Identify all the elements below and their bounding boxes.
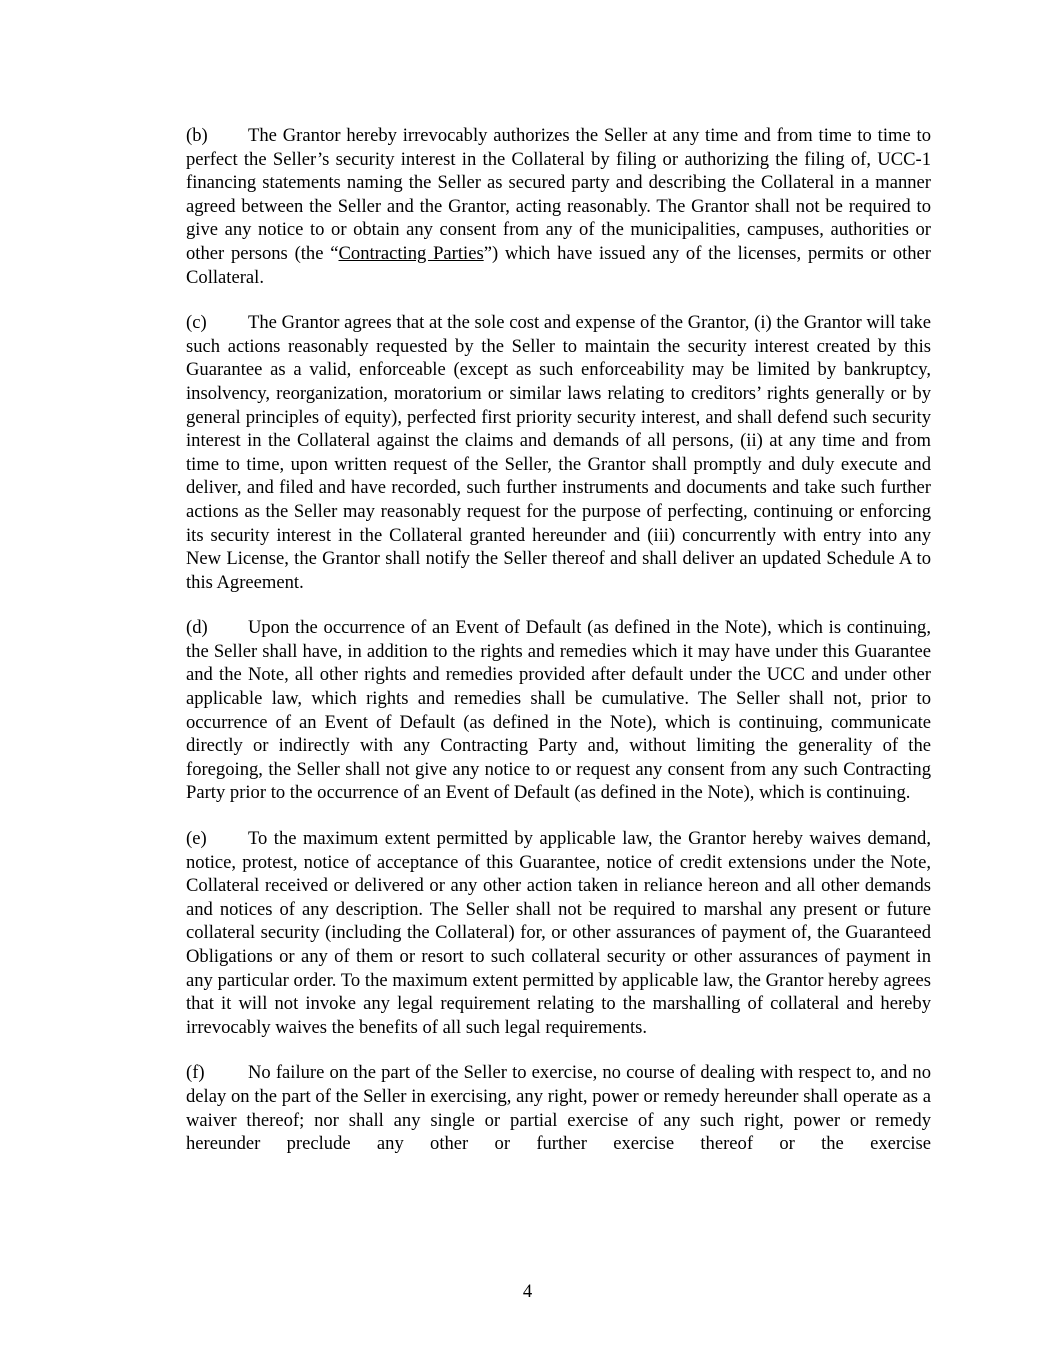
- paragraph-label: (f): [186, 1062, 205, 1084]
- paragraph-text: ”) which have issued any of the licenses, permits or other Collateral.: [186, 242, 931, 288]
- paragraph-text: The Grantor hereby irrevocably authorizes the Seller at any time and from time to time to perfect the Seller’s security interest in the Collateral by filing or authorizing the filing of, UCC-1 financing statements naming the Seller as secured party and describing the Collateral in a manner agreed between the Seller and the Grantor, acting reasonably. The Grantor shall not be required to give any notice to or obtain any consent from any of the municipalities, campuses, authorities or other persons (the “: [186, 125, 931, 264]
- paragraph-text: Upon the occurrence of an Event of Default (as defined in the Note), which is continuing, the Seller shall have, in addition to the rights and remedies which it may have under this Guarantee and the Note, all other rights and remedies provided after default under the UCC and under other applicable law, which rights and remedies shall be cumulative. The Seller shall not, prior to occurrence of an Event of Default (as defined in the Note), which is continuing, communicate directly or indirectly with any Contracting Party and, without limiting the generality of the foregoing, the Seller shall not give any notice to or request any consent from any such Contracting Party prior to the occurrence of an Event of Default (as defined in the Note), which is continuing.: [186, 617, 931, 804]
- paragraph-label: (e): [186, 828, 207, 850]
- paragraph-label: (c): [186, 312, 207, 334]
- paragraph-label: (d): [186, 617, 208, 639]
- paragraph-text: To the maximum extent permitted by applicable law, the Grantor hereby waives demand, notice, protest, notice of acceptance of this Guarantee, notice of credit extensions under the Note, Collateral received or delivered or any other action taken in reliance hereon and all other demands and notices of any description. The Seller shall not be required to marshal any present or future collateral security (including the Collateral) for, or other assurances of payment of, the Guaranteed Obligations or any of them or resort to such collateral security or other assurances of payment in any particular order. To the maximum extent permitted by applicable law, the Grantor hereby agrees that it will not invoke any legal requirement relating to the marshalling of collateral and hereby irrevocably waives the benefits of all such legal requirements.: [186, 828, 931, 1038]
- paragraph-f: [186, 1061, 931, 1155]
- paragraph-text: The Grantor agrees that at the sole cost and expense of the Grantor, (i) the Grantor will take such actions reasonably requested by the Seller to maintain the security interest created by this Guarantee as a valid, enforceable (except as such enforceability may be limited by bankruptcy, insolvency, reorganization, moratorium or similar laws relating to creditors’ rights generally or by general principles of equity), perfected first priority security interest, and shall defend such security interest in the Collateral against the claims and demands of all persons, (ii) at any time and from time to time, upon written request of the Seller, the Grantor shall promptly and duly execute and deliver, and filed and have recorded, such further instruments and documents and take such further actions as the Seller may reasonably request for the purpose of perfecting, continuing or enforcing its security interest in the Collateral granted hereunder and (iii) concurrently with entry into any New License, the Grantor shall notify the Seller thereof and shall deliver an updated Schedule A to this Agreement.: [186, 312, 931, 593]
- paragraph-c: [186, 311, 931, 594]
- document-body: [186, 124, 931, 1178]
- paragraph-label: (b): [186, 125, 208, 146]
- page-number: 4: [522, 1281, 533, 1302]
- paragraph-e: [186, 827, 931, 1039]
- paragraph-b: [186, 124, 931, 289]
- paragraph-text: No failure on the part of the Seller to exercise, no course of dealing with respect to, and no delay on the part of the Seller in exercising, any right, power or remedy hereunder shall operate as a waiver thereof; nor shall any single or partial exercise of any such right, power or remedy hereunder preclude any other or further exercise thereof or the exercise: [186, 1062, 931, 1155]
- defined-term-contracting-parties: Contracting Parties: [338, 242, 484, 264]
- paragraph-d: [186, 616, 931, 805]
